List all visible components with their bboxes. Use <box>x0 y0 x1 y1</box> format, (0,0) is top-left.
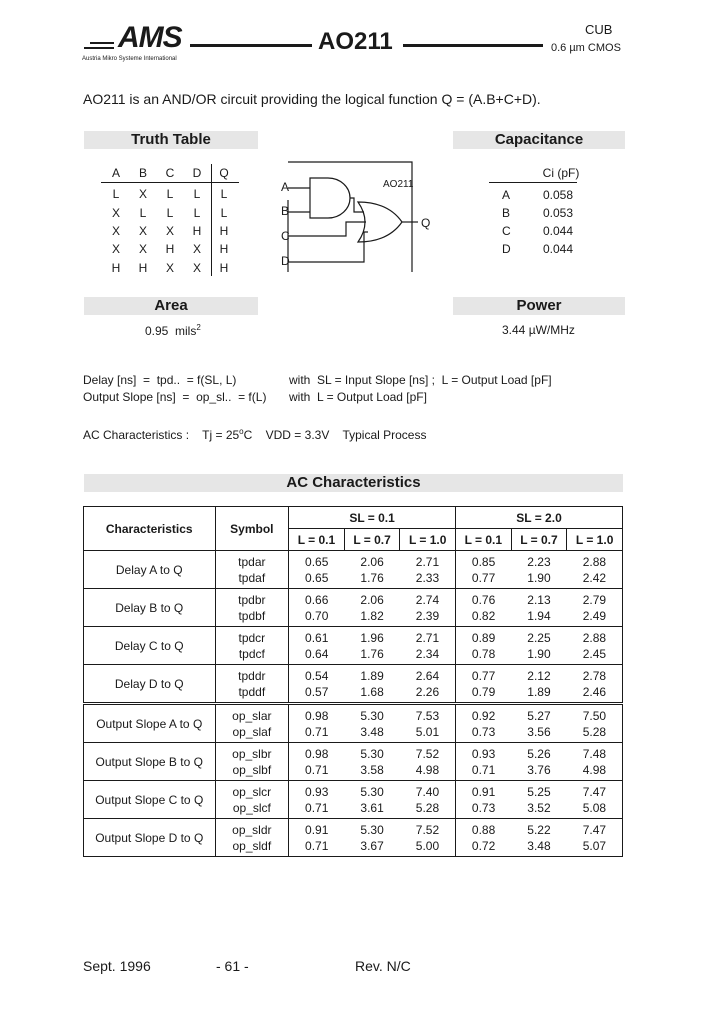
value-cell <box>344 627 400 665</box>
cap-value: 0.044 <box>543 224 574 238</box>
col-load: L = 0.7 <box>511 529 567 551</box>
value-cell <box>344 704 400 743</box>
ac-conditions <box>83 427 426 442</box>
value-cell <box>344 743 400 781</box>
cap-header: Ci (pF) <box>542 166 580 180</box>
value-cell <box>456 589 512 627</box>
symbol: op_slbr <box>232 746 272 761</box>
value: 0.65 <box>305 554 329 569</box>
cap-value: 0.058 <box>543 188 574 202</box>
table-row <box>84 819 623 857</box>
table-row <box>84 627 623 665</box>
value: 7.52 <box>415 822 440 837</box>
value: 0.91 <box>471 784 496 799</box>
value-cell <box>456 743 512 781</box>
value-cell <box>567 627 623 665</box>
characteristic-name: Output Slope B to Q <box>84 743 216 781</box>
logo-stripe <box>84 47 114 49</box>
symbol: op_slar <box>232 708 272 723</box>
value: 0.85 <box>471 554 496 569</box>
tt-cell: X <box>111 206 120 220</box>
value-cell <box>344 665 400 704</box>
value: 0.64 <box>305 646 329 661</box>
value: 1.76 <box>360 646 384 661</box>
value: 2.88 <box>582 630 607 645</box>
symbol-cell <box>215 665 289 704</box>
value: 5.30 <box>360 784 384 799</box>
footer-date: Sept. 1996 <box>83 958 151 974</box>
value-cell <box>511 627 567 665</box>
ac-title: AC Characteristics <box>84 474 623 492</box>
footer-page: - 61 - <box>216 958 249 974</box>
value-cell <box>289 781 345 819</box>
value-cell <box>400 819 456 857</box>
header-rule-left <box>190 44 312 47</box>
value-cell <box>511 589 567 627</box>
value: 4.98 <box>582 762 607 777</box>
value: 3.67 <box>360 838 384 853</box>
value-cell <box>511 743 567 781</box>
value: 0.93 <box>305 784 329 799</box>
value-cell <box>567 743 623 781</box>
tt-cell: L <box>193 187 201 201</box>
value-cell <box>289 819 345 857</box>
schematic-input-a: A <box>281 180 290 194</box>
value: 3.48 <box>527 838 551 853</box>
value: 7.53 <box>415 708 440 723</box>
value: 2.71 <box>415 630 440 645</box>
symbol-cell <box>215 627 289 665</box>
value: 3.76 <box>527 762 551 777</box>
value-cell <box>567 704 623 743</box>
value: 0.82 <box>471 608 496 623</box>
symbol: tpdar <box>238 554 266 569</box>
tt-cell: X <box>165 261 174 275</box>
value-cell <box>344 551 400 589</box>
cap-rule <box>489 182 577 183</box>
value-cell <box>344 819 400 857</box>
tt-cell: L <box>166 206 174 220</box>
logo-stripe <box>90 42 114 44</box>
value-cell <box>456 704 512 743</box>
symbol: tpdaf <box>238 570 266 585</box>
value: 0.77 <box>471 668 496 683</box>
brand-logo: AMS <box>118 21 182 54</box>
value: 0.98 <box>305 746 329 761</box>
value: 1.90 <box>527 646 551 661</box>
cap-pin: B <box>502 206 511 220</box>
tt-cell: H <box>192 224 202 238</box>
value-cell <box>289 589 345 627</box>
cap-pin: D <box>502 242 511 256</box>
tt-cell: H <box>165 242 175 256</box>
value: 2.45 <box>582 646 607 661</box>
schematic-output-q: Q <box>421 216 431 230</box>
value: 0.77 <box>471 570 496 585</box>
symbol-cell <box>215 551 289 589</box>
col-load: L = 1.0 <box>400 529 456 551</box>
area-value <box>145 323 201 338</box>
symbol-cell <box>215 743 289 781</box>
tt-header: D <box>192 166 202 180</box>
table-row <box>84 589 623 627</box>
value: 3.52 <box>527 800 551 815</box>
power-value: 3.44 µW/MHz <box>502 323 575 337</box>
value: 0.71 <box>305 800 329 815</box>
value-cell <box>400 627 456 665</box>
symbol: op_slcr <box>232 784 272 799</box>
value: 2.26 <box>415 684 440 699</box>
value: 0.89 <box>471 630 496 645</box>
schematic-label: AO211 <box>383 179 414 190</box>
tt-cell: L <box>220 187 228 201</box>
characteristic-name: Delay C to Q <box>84 627 216 665</box>
value: 1.96 <box>360 630 384 645</box>
value: 2.88 <box>582 554 607 569</box>
value-cell <box>289 665 345 704</box>
symbol-cell <box>215 589 289 627</box>
library-name: CUB <box>585 22 613 37</box>
tt-cell: X <box>192 261 201 275</box>
value: 0.66 <box>305 592 329 607</box>
symbol: tpdbr <box>238 592 266 607</box>
value: 1.76 <box>360 570 384 585</box>
tt-cell: X <box>111 224 120 238</box>
value: 2.06 <box>360 554 384 569</box>
value: 5.22 <box>527 822 551 837</box>
value: 5.30 <box>360 822 384 837</box>
header-rule-right <box>403 44 543 47</box>
value: 7.52 <box>415 746 440 761</box>
value: 3.56 <box>527 724 551 739</box>
symbol: op_sldr <box>232 822 272 837</box>
value: 7.40 <box>415 784 440 799</box>
col-load: L = 0.1 <box>289 529 345 551</box>
value-cell <box>456 665 512 704</box>
value: 2.79 <box>582 592 607 607</box>
symbol: tpdbf <box>238 608 266 623</box>
symbol-cell <box>215 819 289 857</box>
area-title: Area <box>84 297 258 315</box>
value-cell <box>456 551 512 589</box>
value: 2.42 <box>582 570 607 585</box>
value: 5.28 <box>415 800 440 815</box>
value: 0.73 <box>471 724 496 739</box>
part-number: AO211 <box>318 28 393 55</box>
delay-definition-note: with SL = Input Slope [ns] ; L = Output Load [pF] <box>289 373 552 387</box>
schematic-input-c: C <box>281 229 290 243</box>
value: 5.28 <box>582 724 607 739</box>
value: 0.71 <box>305 762 329 777</box>
tt-cell: L <box>139 206 147 220</box>
area-number: 0.95 mils <box>145 324 197 338</box>
symbol: tpddr <box>238 668 266 683</box>
schematic-input-b: B <box>281 204 290 218</box>
cap-value: 0.053 <box>543 206 574 220</box>
value-cell <box>456 627 512 665</box>
value-cell <box>400 665 456 704</box>
value-cell <box>511 781 567 819</box>
value: 0.93 <box>471 746 496 761</box>
symbol-cell <box>215 704 289 743</box>
value: 0.71 <box>305 838 329 853</box>
cap-pin: A <box>502 188 511 202</box>
value: 0.72 <box>471 838 496 853</box>
value: 0.98 <box>305 708 329 723</box>
value: 0.76 <box>471 592 496 607</box>
degree-mark: o <box>239 427 244 436</box>
value: 5.26 <box>527 746 551 761</box>
value: 2.64 <box>415 668 440 683</box>
value-cell <box>289 704 345 743</box>
value: 1.89 <box>360 668 384 683</box>
col-load: L = 0.7 <box>344 529 400 551</box>
value-cell <box>511 704 567 743</box>
value: 5.07 <box>582 838 607 853</box>
value-cell <box>511 551 567 589</box>
value: 2.12 <box>527 668 551 683</box>
col-symbol: Symbol <box>215 507 289 551</box>
value: 7.47 <box>582 822 607 837</box>
tt-cell: H <box>111 261 121 275</box>
value-cell <box>567 665 623 704</box>
value: 0.79 <box>471 684 496 699</box>
value-cell <box>567 781 623 819</box>
cap-value: 0.044 <box>543 242 574 256</box>
brand-subtitle: Austria Mikro Systeme International <box>82 56 177 62</box>
symbol: op_slbf <box>232 762 272 777</box>
value-cell <box>289 627 345 665</box>
value: 0.61 <box>305 630 329 645</box>
value: 0.91 <box>305 822 329 837</box>
value: 0.71 <box>471 762 496 777</box>
value: 7.48 <box>582 746 607 761</box>
value: 2.23 <box>527 554 551 569</box>
tt-cell: L <box>112 187 120 201</box>
value-cell <box>511 665 567 704</box>
truth-table-title: Truth Table <box>84 131 258 149</box>
value-cell <box>456 819 512 857</box>
value: 2.34 <box>415 646 440 661</box>
tt-cell: X <box>138 242 147 256</box>
value: 2.33 <box>415 570 440 585</box>
tt-cell: L <box>193 206 201 220</box>
value: 3.58 <box>360 762 384 777</box>
tt-cell: X <box>138 187 147 201</box>
value: 0.88 <box>471 822 496 837</box>
ac-conditions-a: AC Characteristics : Tj = 25 <box>83 428 240 442</box>
characteristic-name: Output Slope A to Q <box>84 704 216 743</box>
tt-cell: L <box>166 187 174 201</box>
characteristic-name: Output Slope C to Q <box>84 781 216 819</box>
value: 3.48 <box>360 724 384 739</box>
tt-divider <box>211 164 212 276</box>
capacitance-title: Capacitance <box>453 131 625 149</box>
symbol: op_slcf <box>232 800 271 815</box>
value: 7.50 <box>582 708 607 723</box>
tt-cell: H <box>138 261 148 275</box>
value-cell <box>567 819 623 857</box>
symbol-cell <box>215 781 289 819</box>
value: 5.30 <box>360 708 384 723</box>
value: 0.92 <box>471 708 496 723</box>
value: 1.68 <box>360 684 384 699</box>
value: 1.82 <box>360 608 384 623</box>
ac-conditions-b: C VDD = 3.3V Typical Process <box>243 428 427 442</box>
characteristic-name: Delay B to Q <box>84 589 216 627</box>
symbol: tpdcf <box>238 646 265 661</box>
value: 2.78 <box>582 668 607 683</box>
col-sl-0-1: SL = 0.1 <box>289 507 456 529</box>
slope-definition-note: with L = Output Load [pF] <box>289 390 427 404</box>
value: 5.01 <box>415 724 440 739</box>
tt-header: A <box>111 166 120 180</box>
value: 1.90 <box>527 570 551 585</box>
table-row <box>84 781 623 819</box>
intro-text: AO211 is an AND/OR circuit providing the logical function Q = (A.B+C+D). <box>83 91 541 107</box>
tt-cell: X <box>111 242 120 256</box>
schematic-input-d: D <box>281 254 290 268</box>
value-cell <box>400 551 456 589</box>
ac-characteristics-table <box>83 506 623 857</box>
value: 0.65 <box>305 570 329 585</box>
col-characteristics: Characteristics <box>84 507 216 551</box>
value-cell <box>400 704 456 743</box>
tt-cell: X <box>165 224 174 238</box>
value: 7.47 <box>582 784 607 799</box>
value-cell <box>567 551 623 589</box>
value-cell <box>400 781 456 819</box>
symbol: tpdcr <box>238 630 266 645</box>
ao211-schematic <box>276 160 436 275</box>
value: 4.98 <box>415 762 440 777</box>
value-cell <box>567 589 623 627</box>
col-load: L = 0.1 <box>456 529 512 551</box>
value: 2.39 <box>415 608 440 623</box>
delay-definition: Delay [ns] = tpd.. = f(SL, L) <box>83 373 237 387</box>
col-sl-2-0: SL = 2.0 <box>456 507 623 529</box>
value: 5.30 <box>360 746 384 761</box>
value-cell <box>456 781 512 819</box>
value: 2.06 <box>360 592 384 607</box>
slope-definition: Output Slope [ns] = op_sl.. = f(L) <box>83 390 267 404</box>
value: 1.94 <box>527 608 551 623</box>
tt-header: C <box>165 166 175 180</box>
tt-header: B <box>138 166 147 180</box>
tt-cell: H <box>219 242 229 256</box>
value: 2.74 <box>415 592 440 607</box>
process-name: 0.6 µm CMOS <box>551 42 621 54</box>
value-cell <box>289 743 345 781</box>
table-row <box>84 665 623 704</box>
value: 1.89 <box>527 684 551 699</box>
value: 0.78 <box>471 646 496 661</box>
value: 0.73 <box>471 800 496 815</box>
tt-cell: H <box>219 261 229 275</box>
footer-revision: Rev. N/C <box>355 958 411 974</box>
tt-cell: X <box>192 242 201 256</box>
tt-cell: L <box>220 206 228 220</box>
value: 0.71 <box>305 724 329 739</box>
cap-pin: C <box>502 224 511 238</box>
table-row <box>84 743 623 781</box>
value: 5.25 <box>527 784 551 799</box>
tt-header: Q <box>219 166 229 180</box>
value: 0.57 <box>305 684 329 699</box>
value: 2.49 <box>582 608 607 623</box>
value: 2.13 <box>527 592 551 607</box>
symbol: tpddf <box>238 684 266 699</box>
value: 5.08 <box>582 800 607 815</box>
value: 2.46 <box>582 684 607 699</box>
power-title: Power <box>453 297 625 315</box>
value: 5.27 <box>527 708 551 723</box>
symbol: op_slaf <box>232 724 272 739</box>
characteristic-name: Output Slope D to Q <box>84 819 216 857</box>
value-cell <box>344 781 400 819</box>
value-cell <box>400 589 456 627</box>
value-cell <box>344 589 400 627</box>
value-cell <box>400 743 456 781</box>
value-cell <box>289 551 345 589</box>
symbol: op_sldf <box>232 838 272 853</box>
table-row <box>84 704 623 743</box>
value: 5.00 <box>415 838 440 853</box>
value-cell <box>511 819 567 857</box>
area-exponent: 2 <box>196 323 201 332</box>
characteristic-name: Delay D to Q <box>84 665 216 704</box>
tt-cell: H <box>219 224 229 238</box>
value: 2.25 <box>527 630 551 645</box>
value: 2.71 <box>415 554 440 569</box>
col-load: L = 1.0 <box>567 529 623 551</box>
tt-rule <box>101 182 239 183</box>
value: 0.70 <box>305 608 329 623</box>
characteristic-name: Delay A to Q <box>84 551 216 589</box>
value: 0.54 <box>305 668 329 683</box>
table-row <box>84 551 623 589</box>
tt-cell: X <box>138 224 147 238</box>
value: 3.61 <box>360 800 384 815</box>
